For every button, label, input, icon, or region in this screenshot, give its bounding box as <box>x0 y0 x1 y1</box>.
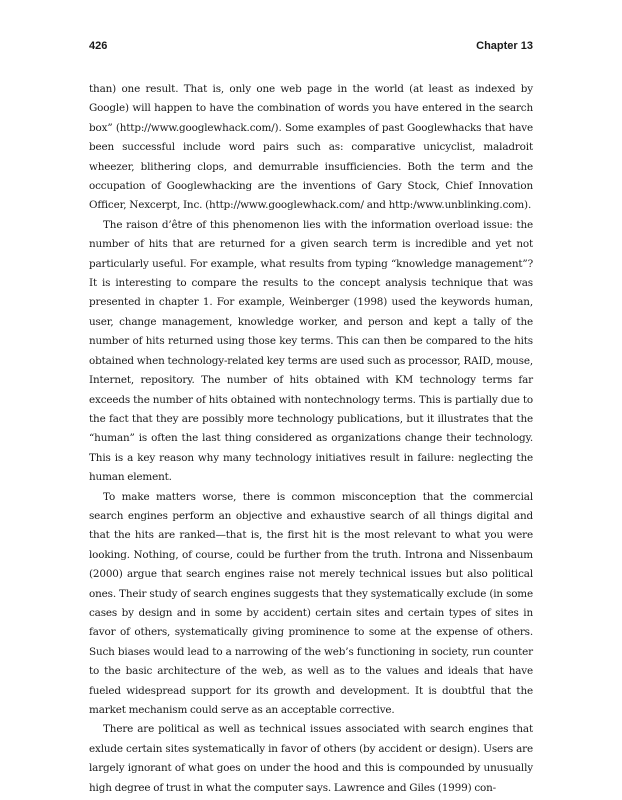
body-text <box>89 80 533 798</box>
running-header <box>89 40 533 56</box>
chapter-label: Chapter 13 <box>476 40 533 52</box>
paragraph-2: The raison d’être of this phenomenon lies with the information overload issue: the number of hits that are returned for a given search term is incredible and yet not particularly useful. For example, what results from typing “knowledge management”? It is interesting to compare the results to the concept analysis technique that was presented in chapter 1. For example, Weinberger (1998) used the keywords human, user, change management, knowledge worker, and person and kept a tally of the number of hits returned using those key terms. This can then be compared to the hits obtained when technology-related key terms are used such as processor, RAID, mouse, Internet, repository. The number of hits obtained with KM technology terms far exceeds the number of hits obtained with nontechnology terms. This is partially due to the fact that they are possibly more technology publications, but it illustrates that the “human” is often the last thing considered as organizations change their technology. This is a key reason why many technology initiatives result in failure: neglecting the human element. <box>89 218 533 484</box>
paragraph-3: To make matters worse, there is common misconception that the commercial search engines perform an objective and exhaustive search of all things digital and that the hits are ranked—that is, the first hit is the most relevant to what you were looking. Nothing, of course, could be further from the truth. Introna and Nissenbaum (2000) argue that search engines raise not merely technical issues but also political ones. Their study of search engines suggests that they systematically exclude (in some cases by design and in some by accident) certain sites and certain types of sites in favor of others, systematically giving prominence to some at the expense of others. Such biases would lead to a narrowing of the web’s functioning in society, run counter to the basic architecture of the web, as well as to the values and ideals that have fueled widespread support for its growth and development. It is doubtful that the market mechanism could serve as an acceptable corrective. <box>89 490 533 716</box>
page-number: 426 <box>89 40 108 52</box>
paragraph-1: than) one result. That is, only one web page in the world (at least as indexed by Google) will happen to have the combination of words you have entered in the search box” (http://www.googlewhack.com/). Some examples of past Googlewhacks that have been successful include word pairs such as: comparative unicyclist, maladroit wheezer, blithering clops, and demurrable insufficiencies. Both the term and the occupation of Googlewhacking are the inventions of Gary Stock, Chief Innovation Officer, Nexcerpt, Inc. (http://www.googlewhack.com/ and http:/www.unblinking.com). <box>89 83 533 212</box>
paragraph-4: There are political as well as technical issues associated with search engines that exlude certain sites systematically in favor of others (by accident or design). Users are largely ignorant of what goes on under the hood and this is compounded by unusually high degree of trust in what the computer says. Lawrence and Giles (1999) con- <box>89 723 533 794</box>
